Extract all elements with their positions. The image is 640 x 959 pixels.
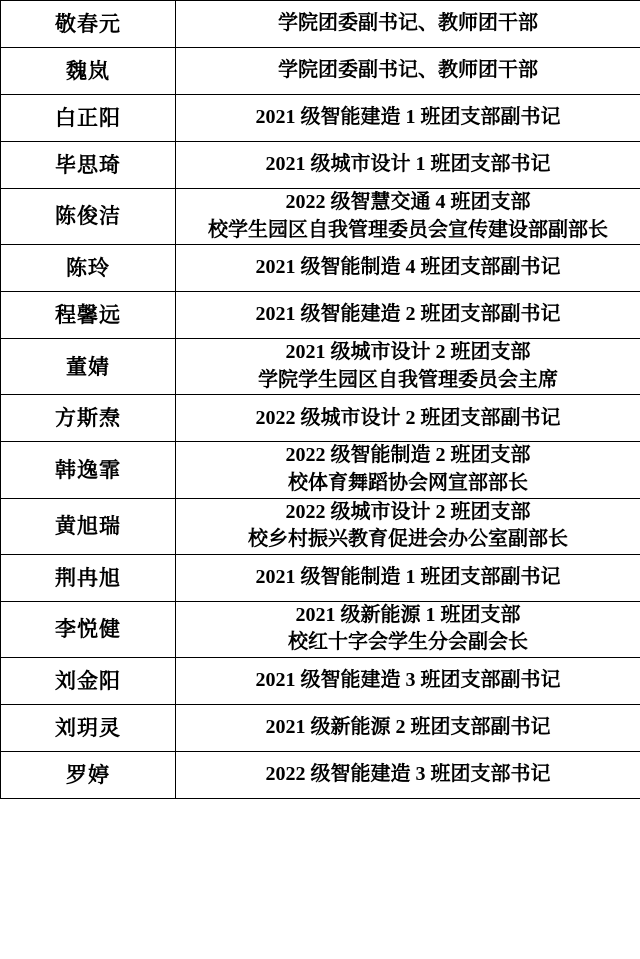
member-role-cell [176, 395, 640, 442]
member-role-line: 2021 级智能制造 1 班团支部副书记 [255, 565, 561, 588]
member-role-line: 2021 级智能建造 1 班团支部副书记 [255, 106, 561, 129]
table-row [1, 1, 640, 48]
member-name-cell: 刘金阳 [1, 657, 176, 704]
member-name-cell: 方斯焘 [1, 395, 176, 442]
table-row [1, 48, 640, 95]
member-name-cell: 韩逸霏 [1, 442, 176, 498]
member-role-line: 2021 级智能建造 3 班团支部副书记 [255, 669, 561, 692]
member-name-cell: 魏岚 [1, 48, 176, 95]
member-role-line: 校体育舞蹈协会网宣部部长 [288, 471, 528, 494]
member-name-cell: 刘玥灵 [1, 704, 176, 751]
member-role-line: 学院团委副书记、教师团干部 [278, 59, 538, 82]
member-role-line: 学院团委副书记、教师团干部 [278, 12, 538, 35]
member-name-cell: 李悦健 [1, 601, 176, 657]
member-role-cell [176, 657, 640, 704]
member-role-line: 校学生园区自我管理委员会宣传建设部副部长 [208, 218, 608, 241]
member-name-cell: 黄旭瑞 [1, 498, 176, 554]
member-role-cell [176, 48, 640, 95]
table-row [1, 142, 640, 189]
member-name-cell: 陈俊洁 [1, 189, 176, 245]
member-role-cell [176, 95, 640, 142]
member-role-cell [176, 142, 640, 189]
member-role-cell [176, 751, 640, 798]
member-role-line: 2021 级新能源 2 班团支部副书记 [265, 716, 551, 739]
member-role-cell [176, 554, 640, 601]
member-role-cell [176, 189, 640, 245]
member-role-line: 2021 级智能建造 2 班团支部副书记 [255, 303, 561, 326]
table-row [1, 601, 640, 657]
member-role-line: 2021 级新能源 1 班团支部 [295, 603, 521, 626]
table-row [1, 395, 640, 442]
member-role-line: 2021 级城市设计 1 班团支部书记 [265, 153, 551, 176]
table-row [1, 245, 640, 292]
table-row [1, 339, 640, 395]
member-role-cell [176, 601, 640, 657]
table-row [1, 554, 640, 601]
member-name-cell: 董婧 [1, 339, 176, 395]
member-role-line: 2022 级智慧交通 4 班团支部 [285, 191, 531, 213]
table-row [1, 498, 640, 554]
member-name-cell: 毕思琦 [1, 142, 176, 189]
member-role-cell [176, 245, 640, 292]
member-role-cell [176, 339, 640, 395]
member-role-line: 学院学生园区自我管理委员会主席 [258, 368, 558, 391]
member-role-cell [176, 292, 640, 339]
table-row [1, 704, 640, 751]
member-role-line: 2022 级智能制造 2 班团支部 [285, 444, 531, 467]
member-role-line: 2021 级城市设计 2 班团支部 [285, 341, 531, 364]
table-row [1, 442, 640, 498]
member-name-cell: 荆冉旭 [1, 554, 176, 601]
member-role-cell [176, 498, 640, 554]
member-name-cell: 敬春元 [1, 1, 176, 48]
table-row [1, 657, 640, 704]
member-role-line: 2022 级城市设计 2 班团支部 [285, 500, 531, 523]
member-role-line: 校乡村振兴教育促进会办公室副部长 [248, 528, 568, 551]
table-row [1, 751, 640, 798]
member-role-cell [176, 442, 640, 498]
member-role-line: 2021 级智能制造 4 班团支部副书记 [255, 256, 561, 279]
member-name-cell: 陈玲 [1, 245, 176, 292]
member-role-line: 校红十字会学生分会副会长 [288, 631, 528, 654]
table-row [1, 95, 640, 142]
member-role-cell [176, 704, 640, 751]
table-row [1, 189, 640, 245]
roster-table-body [1, 1, 640, 799]
member-role-line: 2022 级城市设计 2 班团支部副书记 [255, 406, 561, 429]
member-name-cell: 白正阳 [1, 95, 176, 142]
member-role-cell [176, 1, 640, 48]
member-name-cell: 程馨远 [1, 292, 176, 339]
member-name-cell: 罗婷 [1, 751, 176, 798]
member-role-line: 2022 级智能建造 3 班团支部书记 [265, 763, 551, 786]
table-row [1, 292, 640, 339]
